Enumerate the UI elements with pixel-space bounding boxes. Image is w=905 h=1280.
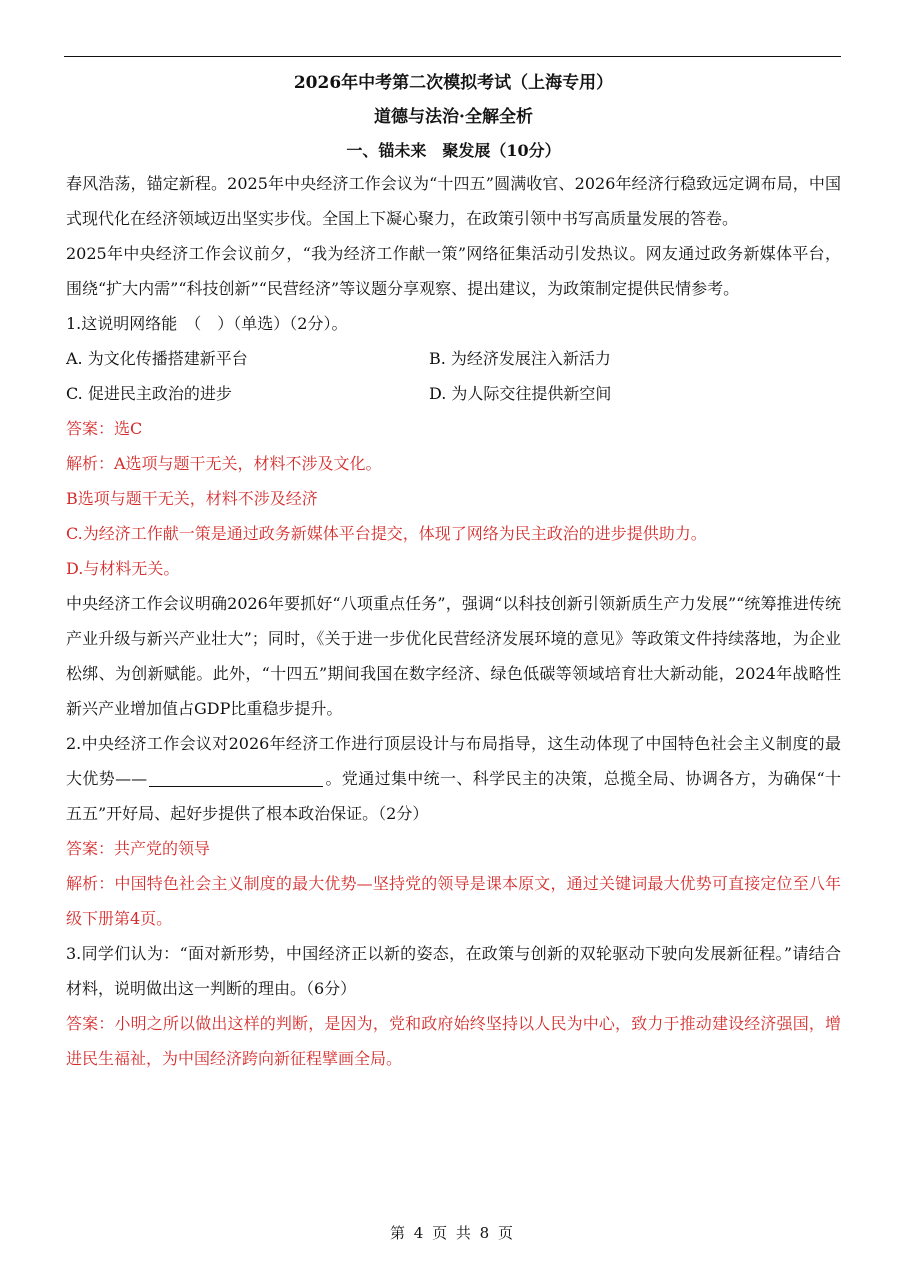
question-2-stem-after: 。党通过集中统一、科学民主的决策，总揽全局、协调各方，为确保“十五五”开好局、起好步提供了根本政治保证。（2分） bbox=[66, 769, 841, 823]
question-1-options bbox=[66, 341, 841, 411]
question-1-analysis-c: C.为经济工作献一策是通过政务新媒体平台提交，体现了网络为民主政治的进步提供助力。 bbox=[66, 524, 707, 543]
option-c: C. 促进民主政治的进步 bbox=[66, 384, 232, 403]
question-1-analysis-b: B选项与题干无关，材料不涉及经济 bbox=[66, 489, 318, 508]
question-2-stem-before: 2.中央经济工作会议对2026年经济工作进行顶层设计与布局指导，这生动体现了中国特色社会主义制度的最大优势—— bbox=[66, 734, 841, 788]
page-number: 第 4 页 共 8 页 bbox=[390, 1224, 515, 1242]
question-1-answer: 答案：选C bbox=[66, 419, 143, 438]
section-title: 一、锚未来 聚发展（10分） bbox=[346, 141, 561, 160]
question-1-analysis-d: D.与材料无关。 bbox=[66, 559, 180, 578]
subject-title: 道德与法治·全解全析 bbox=[374, 107, 533, 127]
option-d: D. 为人际交往提供新空间 bbox=[429, 384, 612, 403]
option-b: B. 为经济发展注入新活力 bbox=[429, 349, 611, 368]
question-3-stem: 3.同学们认为：“面对新形势，中国经济正以新的姿态，在政策与创新的双轮驱动下驶向发展新征程。”请结合材料，说明做出这一判断的理由。（6分） bbox=[66, 944, 841, 998]
question-2-analysis: 解析：中国特色社会主义制度的最大优势—坚持党的领导是课本原文，通过关键词最大优势可直接定位至八年级下册第4页。 bbox=[66, 874, 841, 928]
question-2-stem bbox=[66, 726, 841, 831]
question-1-stem: 1.这说明网络能 （ ）（单选）（2分）。 bbox=[66, 314, 348, 333]
top-rule bbox=[64, 56, 841, 57]
intro-paragraph-1: 春风浩荡，锚定新程。2025年中央经济工作会议为“十四五”圆满收官、2026年经济行稳致远定调布局，中国式现代化在经济领域迈出坚实步伐。全国上下凝心聚力，在政策引领中书写高质量发展的答卷。 bbox=[66, 174, 841, 228]
option-a: A. 为文化传播搭建新平台 bbox=[66, 349, 248, 368]
page-content bbox=[66, 66, 841, 1076]
exam-title: 2026年中考第二次模拟考试（上海专用） bbox=[293, 73, 614, 93]
question-1-analysis-a: 解析：A选项与题干无关，材料不涉及文化。 bbox=[66, 454, 382, 473]
material-2-paragraph: 中央经济工作会议明确2026年要抓好“八项重点任务”，强调“以科技创新引领新质生产力发展”“统筹推进传统产业升级与新兴产业壮大”；同时，《关于进一步优化民营经济发展环境的意见》等政策文件持续落地，为企业松绑、为创新赋能。此外，“十四五”期间我国在数字经济、绿色低碳等领域培育壮大新动能，2024年战略性新兴产业增加值占GDP比重稳步提升。 bbox=[66, 594, 841, 718]
question-3-answer: 答案：小明之所以做出这样的判断，是因为，党和政府始终坚持以人民为中心，致力于推动建设经济强国，增进民生福祉，为中国经济跨向新征程擘画全局。 bbox=[66, 1014, 841, 1068]
answer-blank[interactable] bbox=[149, 768, 323, 787]
question-2-answer: 答案：共产党的领导 bbox=[66, 839, 211, 858]
intro-paragraph-2: 2025年中央经济工作会议前夕，“我为经济工作献一策”网络征集活动引发热议。网友通过政务新媒体平台，围绕“扩大内需”“科技创新”“民营经济”等议题分享观察、提出建议，为政策制定提供民情参考。 bbox=[66, 244, 841, 298]
